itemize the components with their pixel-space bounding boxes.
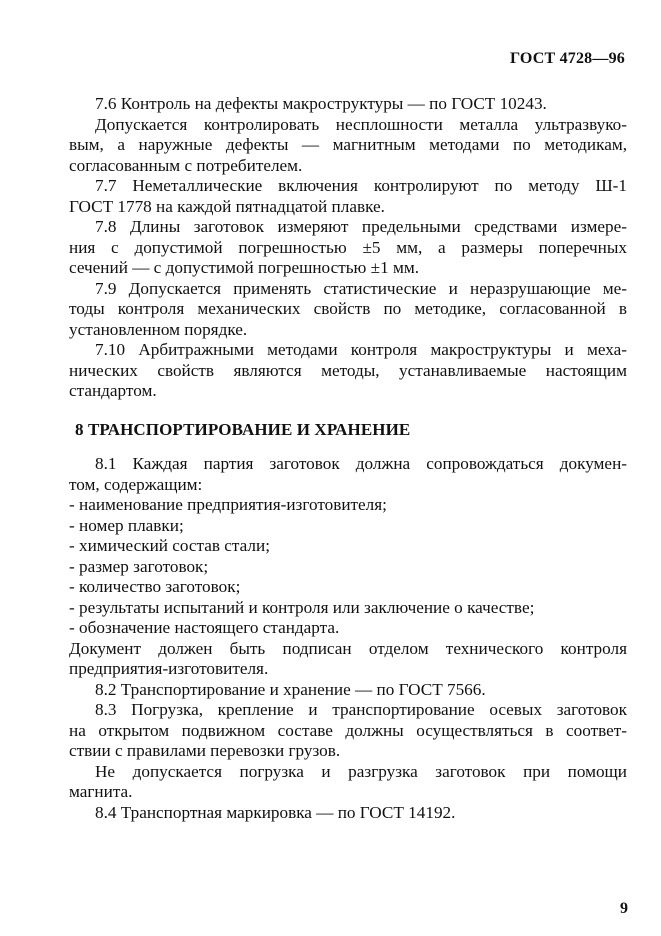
paragraph: [69, 279, 627, 341]
text-line: ствии с правилами перевозки грузов.: [69, 741, 341, 760]
paragraph: [69, 762, 627, 803]
text-line: Документ должен быть подписан отделом технического контроля: [69, 638, 627, 658]
list-item: - размер заготовок;: [69, 556, 209, 576]
text-line: тоды контроля механических свойств по методике, согласованной в: [69, 299, 627, 318]
list-item: - результаты испытаний и контроля или заключение о качестве;: [69, 597, 535, 617]
text-line: магнита.: [69, 782, 133, 801]
paragraph: [69, 639, 627, 680]
list-item: - химический состав стали;: [69, 536, 270, 555]
list-item: - обозначение настоящего стандарта.: [69, 618, 340, 637]
text-line: установленном порядке.: [69, 319, 248, 339]
text-line: 8.4 Транспортная маркировка — по ГОСТ 14192.: [95, 802, 456, 822]
section-8-text-a: [69, 454, 627, 495]
text-line: ГОСТ 1778 на каждой пятнадцатой плавке.: [69, 196, 385, 216]
paragraph: [69, 217, 627, 279]
section-7-text: [69, 94, 627, 402]
paragraph: [69, 94, 627, 115]
paragraph: [69, 700, 627, 762]
text-line: 8.2 Транспортирование и хранение — по ГОСТ 7566.: [95, 679, 486, 699]
text-line: предприятия-изготовителя.: [69, 659, 269, 678]
text-line: 7.9 Допускается применять статистические и неразрушающие ме-: [95, 278, 627, 298]
text-line: 8.3 Погрузка, крепление и транспортирование осевых заготовок: [95, 700, 627, 719]
text-line: Допускается контролировать несплошности металла ультразвуко-: [95, 114, 627, 134]
text-line: ния с допустимой погрешностью ±5 мм, а размеры поперечных: [69, 237, 627, 257]
text-line: нических свойств являются методы, устанавливаемые настоящим: [69, 360, 627, 380]
text-line: согласованным с потребителем.: [69, 155, 303, 175]
document-body: [69, 94, 627, 823]
text-line: 8.1 Каждая партия заготовок должна сопровождаться докумен-: [95, 454, 627, 473]
text-line: 7.6 Контроль на дефекты макроструктуры — по ГОСТ 10243.: [95, 94, 547, 113]
paragraph: [69, 803, 627, 824]
text-line: 7.8 Длины заготовок измеряют предельными средствами измере-: [95, 217, 627, 236]
list-item: - номер плавки;: [69, 515, 184, 535]
paragraph: [69, 680, 627, 701]
page-number: 9: [620, 900, 628, 917]
document-contents-list: [69, 495, 627, 639]
text-line: том, содержащим:: [69, 474, 203, 494]
document-header: ГОСТ 4728—96: [509, 50, 625, 67]
paragraph: [69, 176, 627, 217]
text-line: 7.10 Арбитражными методами контроля макроструктуры и меха-: [95, 340, 627, 359]
text-line: 7.7 Неметаллические включения контролируют по методу Ш-1: [95, 176, 627, 195]
text-line: сечений — с допустимой погрешностью ±1 мм.: [69, 258, 420, 277]
text-line: на открытом подвижном составе должны осуществляться в соответ-: [69, 720, 627, 740]
section-8-text-b: [69, 639, 627, 824]
paragraph: [69, 340, 627, 402]
section-8-title: 8 ТРАНСПОРТИРОВАНИЕ И ХРАНЕНИЕ: [75, 419, 411, 439]
list-item: - наименование предприятия-изготовителя;: [69, 495, 387, 514]
text-line: стандартом.: [69, 381, 157, 400]
paragraph: [69, 454, 627, 495]
paragraph: [69, 115, 627, 177]
list-item: - количество заготовок;: [69, 577, 241, 596]
text-line: Не допускается погрузка и разгрузка заготовок при помощи: [95, 761, 627, 781]
text-line: вым, а наружные дефекты — магнитным методами по методикам,: [69, 135, 627, 154]
